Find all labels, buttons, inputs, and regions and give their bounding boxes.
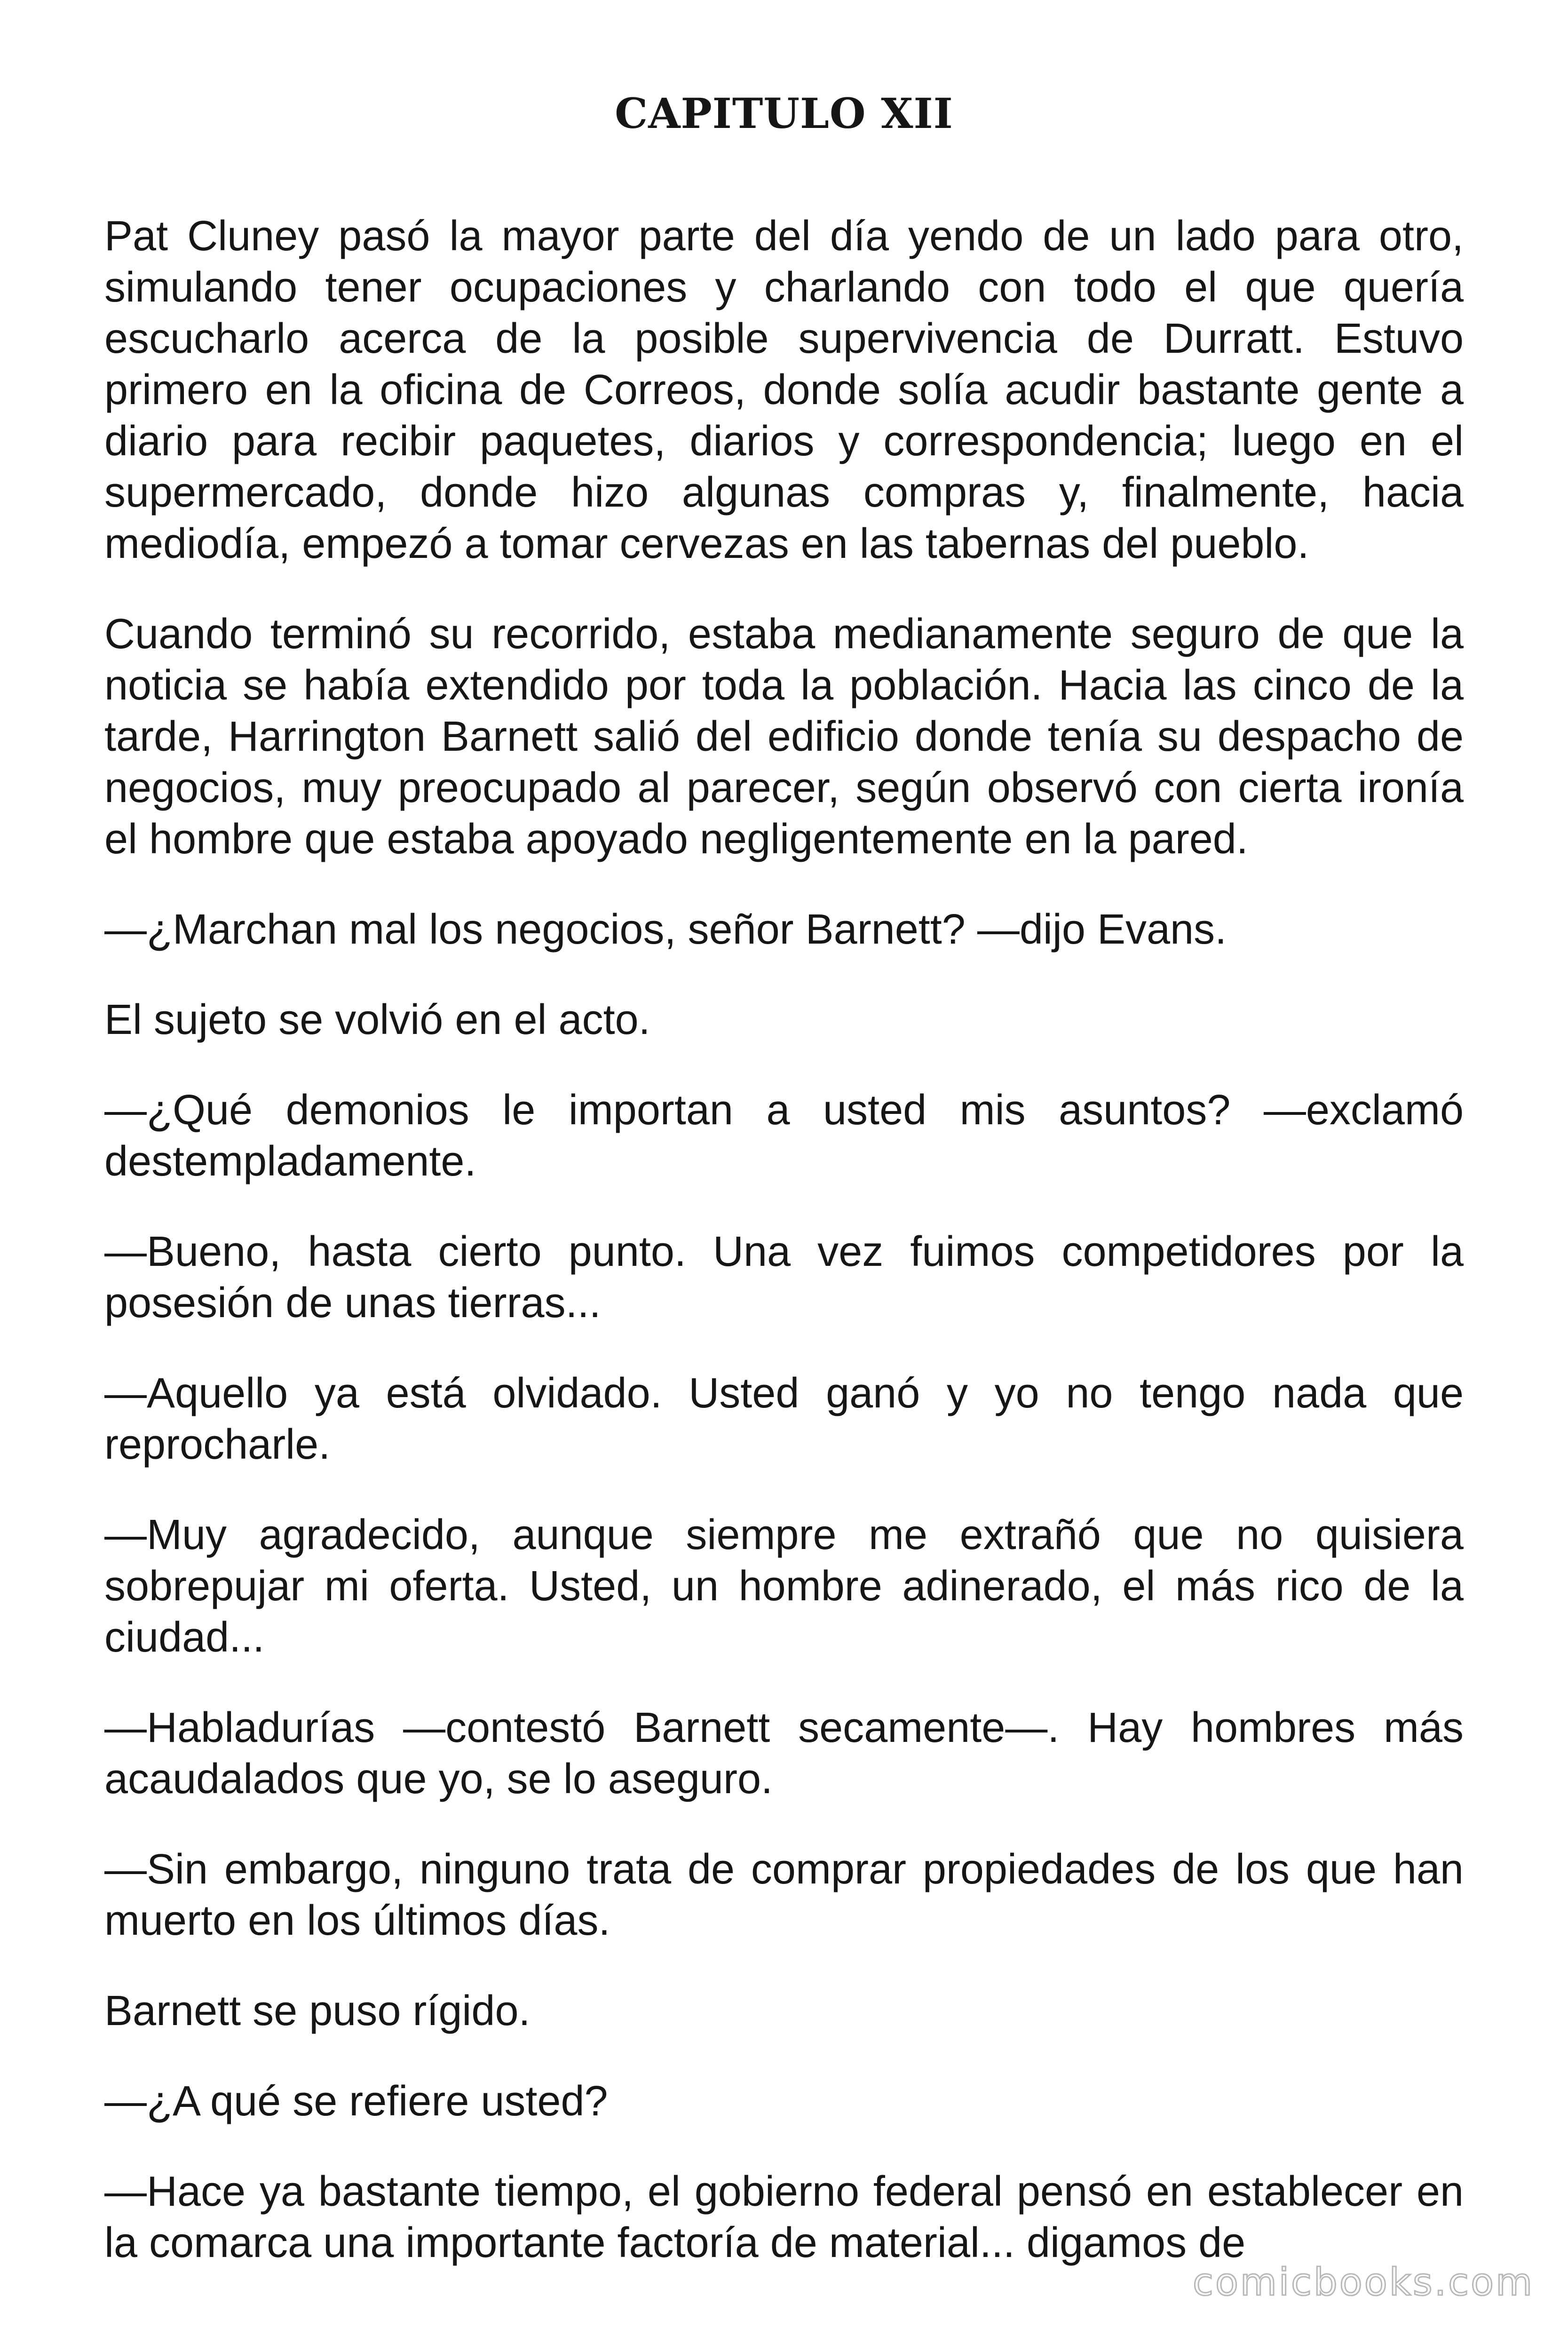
dialogue-line: —Aquello ya está olvidado. Usted ganó y yo no tengo nada que reprocharle.	[104, 1370, 1464, 1468]
chapter-title: CAPITULO XII	[615, 88, 953, 138]
paragraph: El sujeto se volvió en el acto.	[104, 996, 650, 1043]
dialogue-line: —Hace ya bastante tiempo, el gobierno federal pensó en establecer en la comarca una importante factoría de material... digamos de	[104, 2168, 1464, 2266]
dialogue-line: —¿Qué demonios le importan a usted mis asuntos? —exclamó destempladamente.	[104, 1087, 1464, 1185]
dialogue-line: —¿Marchan mal los negocios, señor Barnett? —dijo Evans.	[104, 906, 1227, 953]
dialogue-line: —Bueno, hasta cierto punto. Una vez fuimos competidores por la posesión de unas tierras...	[104, 1228, 1464, 1327]
dialogue-line: —Sin embargo, ninguno trata de comprar propiedades de los que han muerto en los últimos días.	[104, 1846, 1464, 1944]
chapter-body	[104, 211, 1464, 2308]
paragraph: Pat Cluney pasó la mayor parte del día yendo de un lado para otro, simulando tener ocupaciones y charlando con todo el que quería escucharlo acerca de la posible supervivencia de Durratt. Estuvo primero en la oficina de Correos, donde solía acudir bastante gente a diario para recibir paquetes, diarios y correspondencia; luego en el supermercado, donde hizo algunas compras y, finalmente, hacia mediodía, empezó a tomar cervezas en las tabernas del pueblo.	[104, 213, 1464, 567]
watermark: comicbooks.com	[1192, 2260, 1534, 2304]
paragraph: Barnett se puso rígido.	[104, 1987, 531, 2034]
dialogue-line: —Muy agradecido, aunque siempre me extrañó que no quisiera sobrepujar mi oferta. Usted, un hombre adinerado, el más rico de la ciudad...	[104, 1511, 1464, 1661]
dialogue-line: —Habladurías —contestó Barnett secamente—. Hay hombres más acaudalados que yo, se lo aseguro.	[104, 1704, 1464, 1803]
dialogue-line: —¿A qué se refiere usted?	[104, 2078, 608, 2125]
paragraph: Cuando terminó su recorrido, estaba medianamente seguro de que la noticia se había extendido por toda la población. Hacia las cinco de la tarde, Harrington Barnett salió del edificio donde tenía su despacho de negocios, muy preocupado al parecer, según observó con cierta ironía el hombre que estaba apoyado negligentemente en la pared.	[104, 611, 1464, 863]
